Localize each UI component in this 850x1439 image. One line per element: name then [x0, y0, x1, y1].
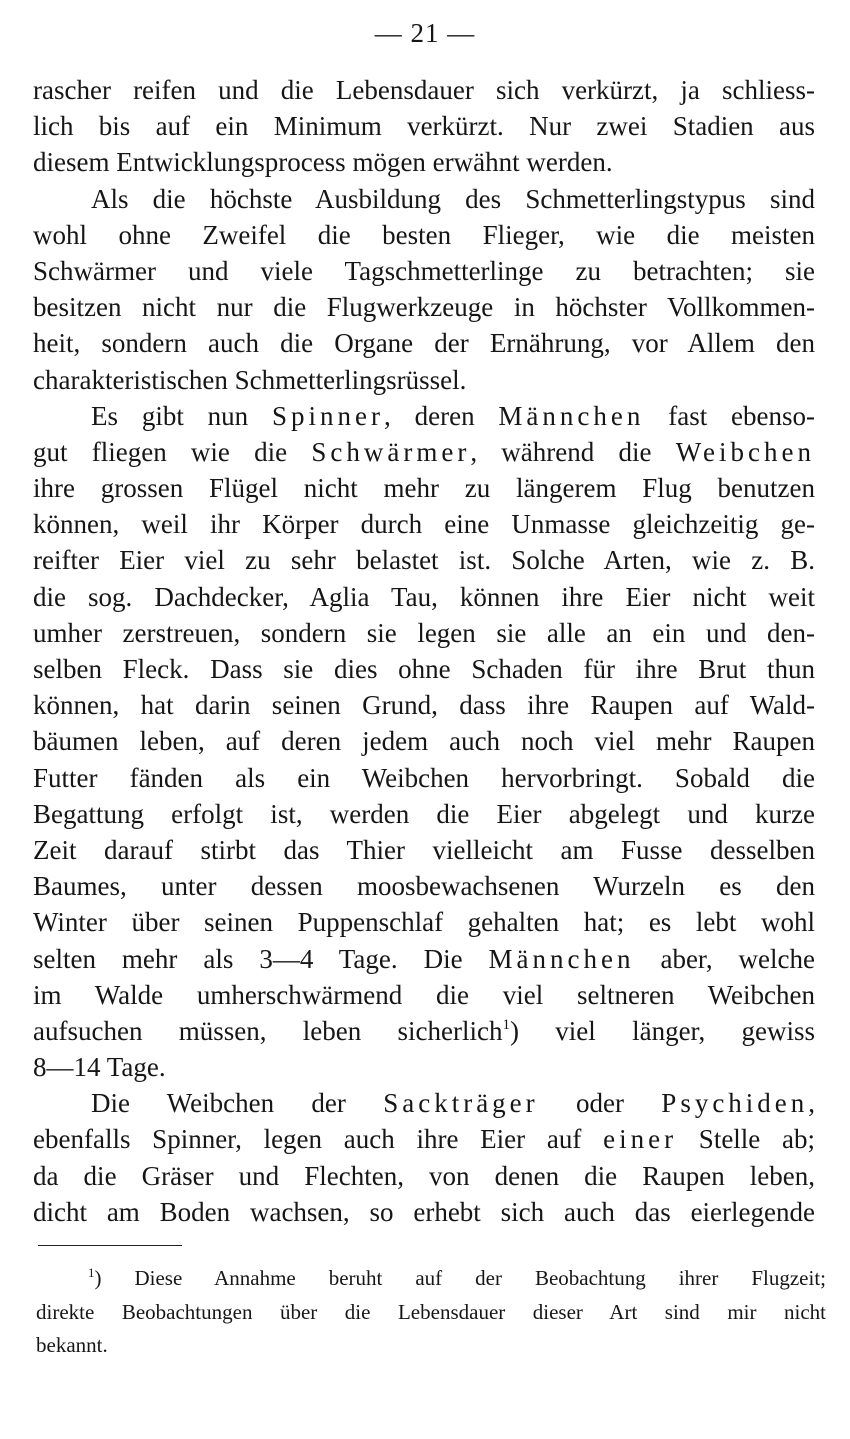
- body-text: [33, 72, 815, 1230]
- text-line: bäumen leben, auf deren jedem auch noch viel mehr Raupen: [33, 726, 815, 757]
- text-line: die sog. Dachdecker, Aglia Tau, können ihre Eier nicht weit: [33, 581, 815, 612]
- text-line: wohl ohne Zweifel die besten Flieger, wie die meisten: [33, 219, 815, 250]
- text-line: Winter über seinen Puppenschlaf gehalten hat; es lebt wohl: [33, 907, 815, 938]
- text-line: dicht am Boden wachsen, so erhebt sich auch das eierlegende: [33, 1196, 815, 1227]
- text-line: heit, sondern auch die Organe der Ernährung, vor Allem den: [33, 328, 815, 359]
- spaced-term: Sackträger: [383, 1088, 539, 1119]
- text-segment: Stelle ab;: [698, 1124, 815, 1155]
- spaced-term: Männchen: [488, 943, 635, 974]
- text-line: [33, 1085, 815, 1121]
- text-segment: , deren: [384, 400, 475, 431]
- text-line: umher zerstreuen, sondern sie legen sie alle an ein und den-: [33, 617, 815, 648]
- page-number: — 21 —: [374, 18, 476, 48]
- text-line: ihre grossen Flügel nicht mehr zu längerem Flug benutzen: [33, 473, 815, 504]
- text-line: 8—14 Tage.: [33, 1052, 166, 1083]
- text-line: [33, 1013, 815, 1049]
- text-line: reifter Eier viel zu sehr belastet ist. Solche Arten, wie z. B.: [33, 545, 815, 576]
- text-line: charakteristischen Schmetterlingsrüssel.: [33, 364, 467, 395]
- text-segment: oder: [575, 1088, 624, 1119]
- text-line: selben Fleck. Dass sie dies ohne Schaden für ihre Brut thun: [33, 654, 815, 684]
- text-segment: gut fliegen wie die: [33, 436, 288, 467]
- text-segment: ebenfalls Spinner, legen auch ihre Eier auf: [33, 1124, 582, 1155]
- text-line: lich bis auf ein Minimum verkürzt. Nur zwei Stadien aus: [33, 111, 815, 142]
- text-line: Zeit darauf stirbt das Thier vielleicht am Fusse desselben: [33, 834, 815, 865]
- footnote-line: bekannt.: [36, 1333, 108, 1357]
- text-line: im Walde umherschwärmend die viel seltneren Weibchen: [33, 979, 815, 1010]
- text-line: Als die höchste Ausbildung des Schmetterlingstypus sind: [91, 183, 815, 214]
- spaced-term: Spinner: [272, 400, 385, 431]
- spaced-term: Schwärmer: [311, 436, 471, 467]
- text-line: rascher reifen und die Lebensdauer sich verkürzt, ja schliess-: [33, 75, 815, 105]
- footnote-text: ) Diese Annahme beruht auf der Beobachtung ihrer Flugzeit;: [94, 1266, 826, 1290]
- text-line: [33, 434, 815, 470]
- footnote-line: direkte Beobachtungen über die Lebensdauer dieser Art sind mir nicht: [36, 1299, 826, 1324]
- footnote-reference[interactable]: 1: [502, 1016, 511, 1033]
- text-line: diesem Entwicklungsprocess mögen erwähnt werden.: [33, 147, 613, 178]
- footnote: [36, 1262, 826, 1363]
- text-line: [33, 1121, 815, 1157]
- footnote-line: [36, 1262, 826, 1296]
- footnote-divider: [38, 1245, 182, 1246]
- text-line: Begattung erfolgt ist, werden die Eier abgelegt und kurze: [33, 798, 815, 829]
- text-line: können, hat darin seinen Grund, dass ihre Raupen auf Wald-: [33, 690, 815, 721]
- text-segment: Es gibt nun: [91, 400, 249, 431]
- spaced-term: Psychiden: [661, 1088, 809, 1119]
- text-segment: ,: [808, 1088, 816, 1119]
- text-line: Schwärmer und viele Tagschmetterlinge zu betrachten; sie: [33, 255, 815, 286]
- text-line: besitzen nicht nur die Flugwerkzeuge in höchster Vollkommen-: [33, 292, 815, 323]
- text-segment: aufsuchen müssen, leben sicherlich: [33, 1015, 503, 1046]
- text-line: da die Gräser und Flechten, von denen die Raupen leben,: [33, 1160, 815, 1191]
- text-line: Baumes, unter dessen moosbewachsenen Wurzeln es den: [33, 871, 815, 902]
- text-segment: Die Weibchen der: [91, 1088, 346, 1119]
- text-line: [33, 941, 815, 977]
- spaced-term: einer: [603, 1124, 678, 1155]
- text-line: [33, 398, 815, 434]
- spaced-term: Männchen: [498, 400, 645, 431]
- text-segment: , während die: [470, 436, 652, 467]
- text-line: Futter fänden als ein Weibchen hervorbringt. Sobald die: [33, 762, 815, 793]
- footnote-marker: 1: [88, 1265, 95, 1280]
- text-segment: ) viel länger, gewiss: [510, 1015, 816, 1046]
- text-segment: selten mehr als 3—4 Tage. Die: [33, 943, 463, 974]
- text-segment: aber, welche: [660, 943, 816, 974]
- text-segment: fast ebenso-: [668, 400, 816, 431]
- spaced-term: Weibchen: [675, 436, 816, 467]
- text-line: können, weil ihr Körper durch eine Unmasse gleichzeitig ge-: [33, 509, 815, 540]
